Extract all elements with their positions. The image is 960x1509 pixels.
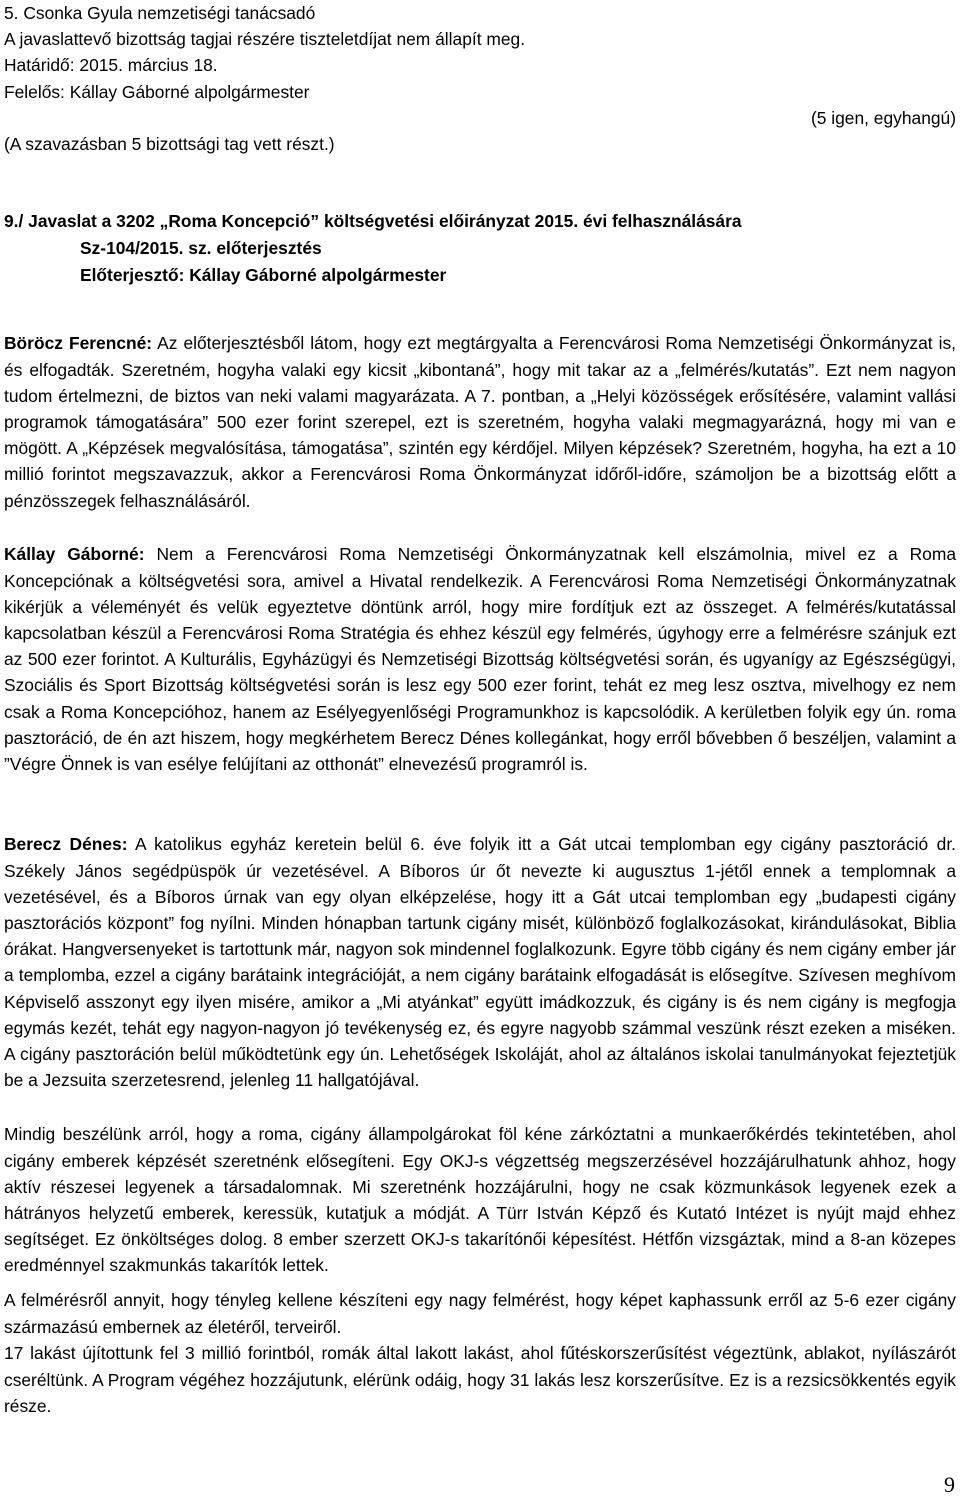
speech-berecz xyxy=(4,831,956,1093)
agenda-reference: Sz-104/2015. sz. előterjesztés xyxy=(80,238,322,258)
speech-text: A katolikus egyház keretein belül 6. éve folyik itt a Gát utcai templomban egy cigány pasztoráció dr. Székely János segédpüspök úr vezetésével. A Bíboros úr őt nevezte ki augusztus 1-jétől ennek a templomnak a vezetésével, és a Bíboros úrnak van egy olyan elképzelése, hogy itt a Gát utcai templomban egy „budapesti cigány pasztorációs központ” fog nyílni. Minden hónapban tartunk cigány misét, különböző foglalkozásokat, kirándulásokat, Biblia órákat. Hangversenyeket is tartottunk már, nagyon sok mindennel foglalkozunk. Egyre több cigány és nem cigány ember jár a templomba, ezzel a cigány barátaink integrációját, a nem cigány barátaink elfogadását is elősegítve. Szívesen meghívom Képviselő asszonyt egy ilyen misére, amikor a „Mi atyánkat” együtt imádkozzuk, és cigány is és nem cigány is megfogja egymás kezét, tehát egy nagyon-nagyon jó tevékenység ez, és egyre nagyobb számmal veszünk részt ezeken a miséken. A cigány pasztoráción belül működtetünk egy ún. Lehetőségek Iskoláját, ahol az általános iskolai tanulmányokat fejeztetjük be a Jezsuita szerzetesrend, jelenleg 11 hallgatójával. xyxy=(4,834,957,1091)
speech-kallay xyxy=(4,541,956,777)
continuation-paragraph-3: 17 lakást újítottunk fel 3 millió forintból, romák által lakott lakást, ahol fűtéskorszerűsítést végeztünk, ablakot, nyílászárót cseréltünk. A Program végéhez hozzájutunk, elérünk odáig, hogy 31 lakás lesz korszerűsítve. Ez is a rezsicsökkentés egyik része. xyxy=(4,1343,956,1416)
speaker-name: Böröcz Ferencné: xyxy=(4,333,153,354)
prev-line-2: A javaslattevő bizottság tagjai részére tiszteletdíjat nem állapít meg. xyxy=(4,29,526,50)
prev-line-4: Felelős: Kállay Gáborné alpolgármester xyxy=(4,81,310,102)
continuation-paragraph-1: Mindig beszélünk arról, hogy a roma, cigány állampolgárokat föl kéne zárkóztatni a munkaerőkérdés tekintetében, ahol cigány emberek képzését szeretnénk elősegíteni. Egy OKJ-s végzettség megszerzésével hozzájárulhatunk ahhoz, hogy aktív részesei legyenek a társadalomnak. Mi szeretnénk hozzájárulni, hogy ne csak közmunkások legyenek ezek a hátrányos helyzetű emberek, keressük, kutatjuk a módját. A Türr István Képző és Kutató Intézet is nyújt majd ehhez segítséget. Ez önköltséges dolog. 8 ember szerzett OKJ-s takarítónői képesítést. Hétfőn vizsgáztak, mind a 8-an közepes eredménnyel szakmunkás takarítók lettek. xyxy=(4,1124,956,1276)
speaker-name: Berecz Dénes: xyxy=(4,834,128,855)
vote-row xyxy=(4,105,956,157)
speech-text: Az előterjesztésből látom, hogy ezt megtárgyalta a Ferencvárosi Roma Nemzetiségi Önkormányzat is, és elfogadták. Szeretném, hogyha valaki egy kicsit „kibontaná”, hogy mit takar az a „felmérés/kutatás”. Ezt nem nagyon tudom értelmezni, de biztos van neki valami magyarázata. A 7. pontban, a „Helyi közösségek erősítésére, valamint vallási programok támogatására” 500 ezer forint szerepel, ezt is szeretném, hogyha valaki megmagyarázná, hogy mi van e mögött. A „Képzések megvalósítása, támogatása”, szintén egy kérdőjel. Milyen képzések? Szeretném, hogyha, ha ezt a 10 millió forintot megszavazzuk, akkor a Ferencvárosi Roma Önkormányzat időről-időre, számoljon be a bizottság előtt a pénzösszegek felhasználásáról. xyxy=(4,333,956,511)
vote-note: (A szavazásban 5 bizottsági tag vett részt.) xyxy=(4,133,335,154)
previous-item-block xyxy=(4,0,956,157)
agenda-presenter: Előterjesztő: Kállay Gáborné alpolgármester xyxy=(80,265,447,285)
agenda-item-heading xyxy=(4,208,956,289)
vote-result: (5 igen, egyhangú) xyxy=(810,107,956,128)
speech-text: Nem a Ferencvárosi Roma Nemzetiségi Önkormányzatnak kell elszámolnia, mivel ez a Roma Koncepciónak a költségvetési sora, amivel a Hivatal rendelkezik. A Ferencvárosi Roma Nemzetiségi Önkormányzatnak kikérjük a véleményét és velük egyeztetve döntünk arról, hogy mire fordítjuk ezt az összeget. A felmérés/kutatással kapcsolatban készül a Ferencvárosi Roma Stratégia és ehhez készül egy felmérés, úgyhogy erre a felmérésre szánjuk ezt az 500 ezer forintot. A Kulturális, Egyházügyi és Nemzetiségi Bizottság költségvetési során, és ugyanígy az Egészségügyi, Szociális és Sport Bizottság költségvetési során is lesz egy 500 ezer forint, tehát ez meg lesz osztva, mivelhogy ez nem csak a Roma Koncepcióhoz, hanem az Esélyegyenlőségi Programunkhoz is kapcsolódik. A kerületben folyik egy ún. roma pasztoráció, de én azt hiszem, hogy megkérhetem Berecz Dénes kollegánkat, hogy erről bővebben ő beszéljen, valamint a ”Végre Önnek is van esélye felújítani az otthonát” elnevezésű programról is. xyxy=(4,544,956,775)
continuation-paragraph-2: A felmérésről annyit, hogy tényleg kellene készíteni egy nagy felmérést, hogy képet kaphassunk erről az 5-6 ezer cigány származású embernek az életéről, terveiről. xyxy=(4,1290,956,1337)
speaker-name: Kállay Gáborné: xyxy=(4,544,145,565)
page-number: 9 xyxy=(944,1472,955,1497)
prev-line-3: Határidő: 2015. március 18. xyxy=(4,55,218,76)
prev-line-1: 5. Csonka Gyula nemzetiségi tanácsadó xyxy=(4,3,316,23)
speech-borocz xyxy=(4,330,956,513)
agenda-title: 9./ Javaslat a 3202 „Roma Koncepció” költségvetési előirányzat 2015. évi felhasználására xyxy=(4,211,742,231)
